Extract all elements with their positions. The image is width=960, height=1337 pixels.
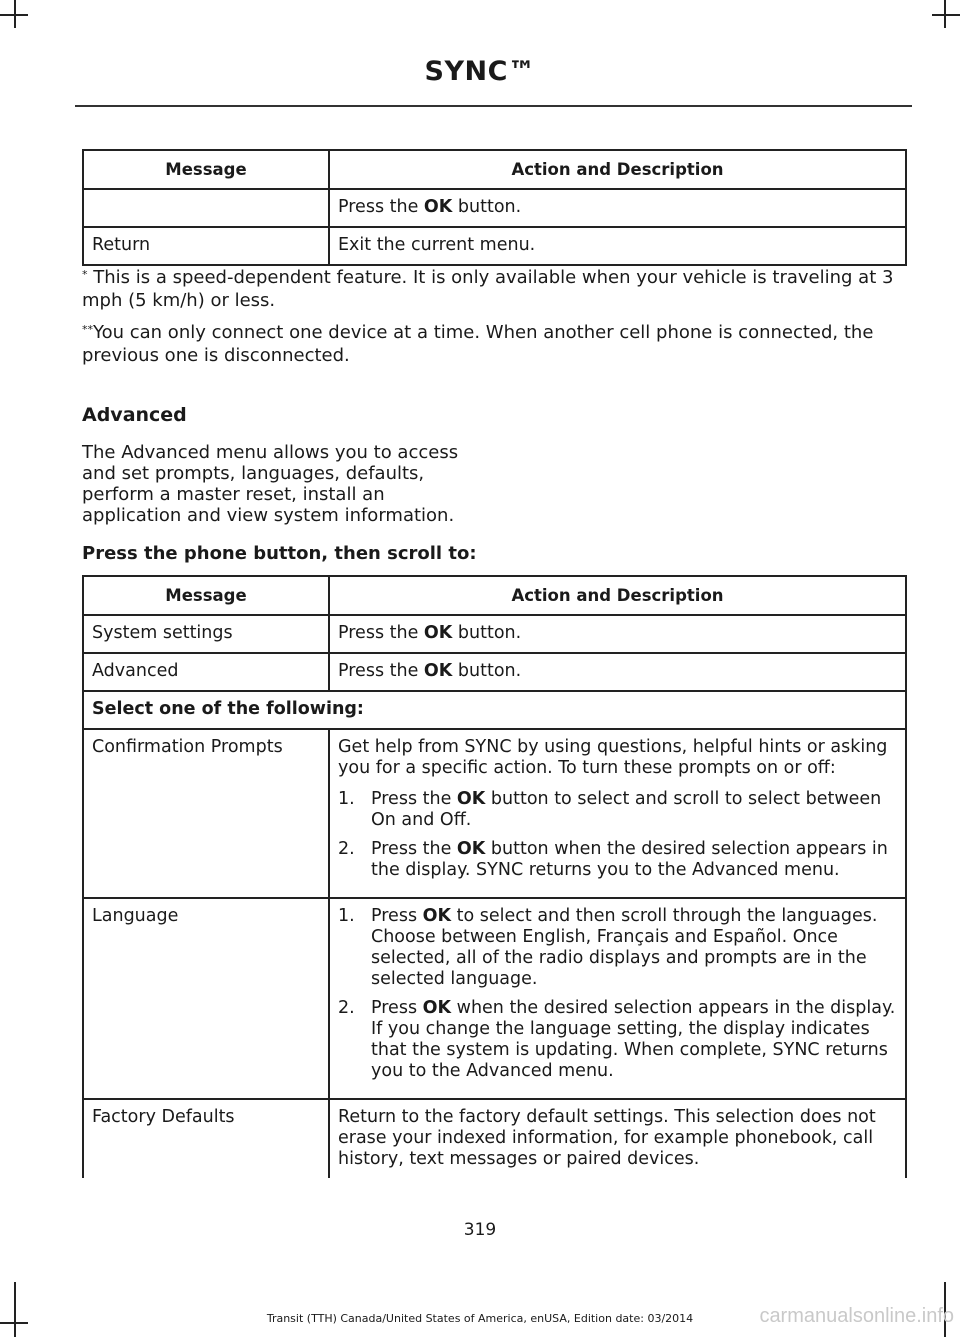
step-text xyxy=(371,839,897,881)
row-message-cell: Confirmation Prompts xyxy=(83,729,329,898)
table-row xyxy=(83,653,906,691)
ok-keyword: OK xyxy=(456,839,486,859)
watermark-text: carmanualsonline.info xyxy=(759,1305,954,1327)
step-text-part: button when the desired selection appears in the display. SYNC returns you to the Advanced menu. xyxy=(371,839,888,880)
ok-keyword: OK xyxy=(422,998,452,1018)
row-action-cell xyxy=(329,189,906,227)
step-text xyxy=(371,789,897,831)
list-item xyxy=(338,906,897,990)
step-text xyxy=(371,998,897,1082)
step-list xyxy=(338,789,897,881)
select-label-cell: Select one of the following: xyxy=(83,691,906,729)
list-item xyxy=(338,839,897,881)
table-row xyxy=(83,729,906,898)
step-list xyxy=(338,906,897,1082)
footnote-mark: * xyxy=(82,268,88,281)
step-text-part: button to select and scroll to select between On and Off. xyxy=(371,789,882,830)
crop-mark-top-right-h xyxy=(932,14,960,16)
step-number: 2. xyxy=(338,998,355,1018)
footnote-mark: ** xyxy=(82,323,93,336)
table-row xyxy=(83,1099,906,1178)
footnote-text: This is a speed-dependent feature. It is only available when your vehicle is traveling at 3 mph (5 km/h) or less. xyxy=(82,267,894,311)
list-item xyxy=(338,998,897,1082)
step-text-part: when the desired selection appears in the display. If you change the language setting, the display indicates that the system is updating. When complete, SYNC returns you to the Advanced menu. xyxy=(371,998,896,1081)
action-text: Press the xyxy=(338,623,424,643)
row-action-cell xyxy=(329,653,906,691)
step-number: 1. xyxy=(338,906,355,926)
row-action-cell xyxy=(329,615,906,653)
footnote-device xyxy=(82,321,912,367)
footer-edition: Transit (TTH) Canada/United States of America, enUSA, Edition date: 03/2014 xyxy=(266,1312,694,1325)
ok-keyword: OK xyxy=(422,906,452,926)
action-text: Press the xyxy=(338,661,424,681)
ok-keyword: OK xyxy=(456,789,486,809)
row-action-cell xyxy=(329,898,906,1099)
step-text xyxy=(371,906,897,990)
row-message-cell: Factory Defaults xyxy=(83,1099,329,1178)
ok-keyword: OK xyxy=(423,197,453,217)
action-text: button. xyxy=(452,197,522,217)
table-header-row xyxy=(83,576,906,615)
list-item xyxy=(338,789,897,831)
section-heading-advanced: Advanced xyxy=(82,404,187,426)
footnote-speed xyxy=(82,266,912,312)
table-advanced xyxy=(82,575,907,1178)
table-row xyxy=(83,615,906,653)
page-number: 319 xyxy=(463,1220,497,1240)
crop-mark-bottom-left-v xyxy=(14,1282,16,1337)
step-text-part: Press xyxy=(371,906,423,926)
footnote-text: You can only connect one device at a time. When another cell phone is connected, the previous one is disconnected. xyxy=(82,322,874,366)
page-title: SYNC™ xyxy=(424,56,536,87)
table-top xyxy=(82,149,907,266)
instruction-heading: Press the phone button, then scroll to: xyxy=(82,543,477,564)
step-text-part: Press xyxy=(371,998,423,1018)
row-message-cell: Return xyxy=(83,227,329,265)
row-action-cell: Exit the current menu. xyxy=(329,227,906,265)
table-row xyxy=(83,227,906,265)
ok-keyword: OK xyxy=(423,623,453,643)
advanced-description: The Advanced menu allows you to access and set prompts, languages, defaults, perform a master reset, install an application and view system information. xyxy=(82,442,459,526)
ok-keyword: OK xyxy=(423,661,453,681)
step-number: 2. xyxy=(338,839,355,859)
step-text-part: to select and then scroll through the languages. Choose between English, Français and Español. Once selected, all of the radio displays and prompts are in the selected language. xyxy=(371,906,878,989)
row-action-cell xyxy=(329,729,906,898)
row-action-cell: Return to the factory default settings. This selection does not erase your indexed information, for example phonebook, call history, text messages or paired devices. xyxy=(329,1099,906,1178)
row-message-cell xyxy=(83,189,329,227)
crop-mark-top-left-h xyxy=(0,14,28,16)
action-intro: Get help from SYNC by using questions, helpful hints or asking you for a specific action. To turn these prompts on or off: xyxy=(338,737,888,778)
action-text: Press the xyxy=(338,197,424,217)
step-text-part: Press the xyxy=(371,789,457,809)
column-header-action: Action and Description xyxy=(329,150,906,189)
column-header-message: Message xyxy=(83,150,329,189)
table-row-select-label xyxy=(83,691,906,729)
table-header-row xyxy=(83,150,906,189)
header-divider xyxy=(75,105,912,107)
row-message-cell: Language xyxy=(83,898,329,1099)
table-row xyxy=(83,898,906,1099)
step-text-part: Press the xyxy=(371,839,457,859)
table-row xyxy=(83,189,906,227)
column-header-message: Message xyxy=(83,576,329,615)
row-message-cell: System settings xyxy=(83,615,329,653)
action-text: button. xyxy=(452,661,522,681)
action-text: button. xyxy=(452,623,522,643)
row-message-cell: Advanced xyxy=(83,653,329,691)
column-header-action: Action and Description xyxy=(329,576,906,615)
step-number: 1. xyxy=(338,789,355,809)
